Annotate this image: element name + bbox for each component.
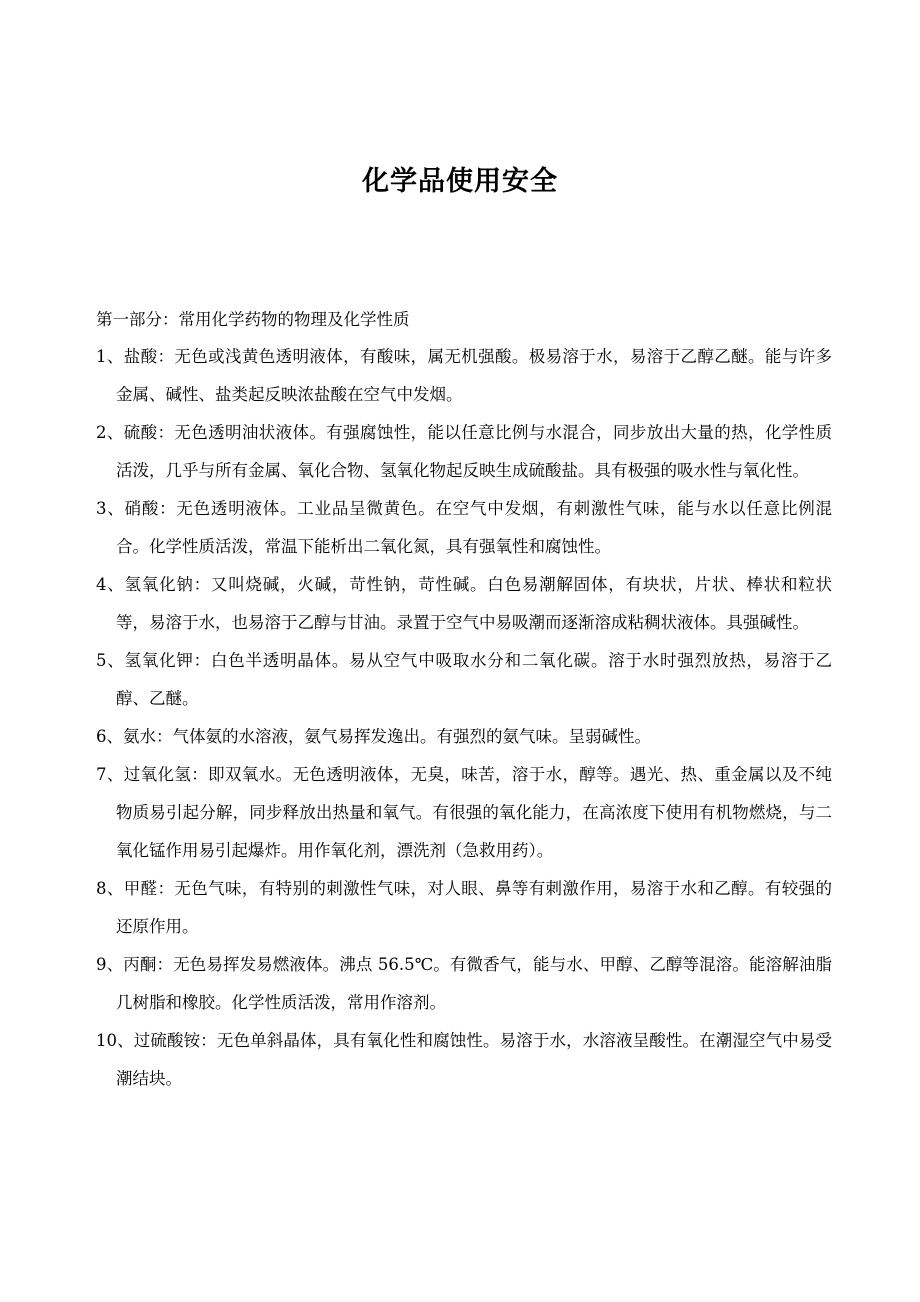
item-number: 2、 bbox=[96, 423, 124, 442]
item-number: 9、 bbox=[96, 955, 124, 974]
item-name: 盐酸： bbox=[123, 347, 175, 366]
item-number: 8、 bbox=[96, 879, 124, 898]
item-number: 1、 bbox=[96, 347, 124, 366]
item-name: 氢氧化钾： bbox=[124, 651, 211, 670]
list-item-sulfuric-acid bbox=[96, 414, 832, 490]
item-number: 7、 bbox=[96, 765, 124, 784]
item-name: 丙酮： bbox=[123, 955, 174, 974]
item-number: 5、 bbox=[96, 651, 125, 670]
item-number: 3、 bbox=[96, 499, 125, 518]
item-name: 氨水： bbox=[123, 727, 173, 746]
item-description: 无色单斜晶体，具有氧化性和腐蚀性。易溶于水，水溶液呈酸性。在潮湿空气中易受潮结块。 bbox=[116, 1031, 833, 1088]
list-item-acetone bbox=[96, 946, 832, 1022]
item-number: 10、 bbox=[96, 1031, 134, 1050]
list-item-nitric-acid bbox=[96, 490, 832, 566]
list-item-sodium-hydroxide bbox=[96, 566, 832, 642]
item-name: 氢氧化钠： bbox=[124, 575, 211, 594]
item-name: 过氧化氢： bbox=[123, 765, 209, 784]
item-description: 即双氧水。无色透明液体，无臭，味苦，溶于水，醇等。遇光、热、重金属以及不纯物质易引起分解，同步释放出热量和氧气。有很强的氧化能力，在高浓度下使用有机物燃烧，与二氧化锰作用易引起爆炸。用作氧化剂，漂洗剂（急救用药）。 bbox=[116, 765, 833, 860]
item-description: 无色透明液体。工业品呈微黄色。在空气中发烟，有刺激性气味，能与水以任意比例混合。化学性质活泼，常温下能析出二氧化氮，具有强氧性和腐蚀性。 bbox=[116, 499, 833, 556]
item-description: 又叫烧碱，火碱，苛性钠，苛性碱。白色易潮解固体，有块状，片状、棒状和粒状等，易溶于水，也易溶于乙醇与甘油。录置于空气中易吸潮而逐渐溶成粘稠状液体。具强碱性。 bbox=[116, 575, 833, 632]
list-item-ammonia-water bbox=[96, 718, 832, 756]
item-name: 硫酸： bbox=[123, 423, 175, 442]
item-description: 气体氨的水溶液，氨气易挥发逸出。有强烈的氨气味。呈弱碱性。 bbox=[172, 727, 651, 746]
list-item-formaldehyde bbox=[96, 870, 832, 946]
list-item-ammonium-persulfate bbox=[96, 1022, 832, 1098]
item-description: 无色透明油状液体。有强腐蚀性，能以任意比例与水混合，同步放出大量的热，化学性质活泼，几乎与所有金属、氧化合物、氢氧化物起反映生成硫酸盐。具有极强的吸水性与氧化性。 bbox=[116, 423, 833, 480]
item-name: 硝酸： bbox=[124, 499, 177, 518]
item-name: 甲醛： bbox=[123, 879, 175, 898]
item-number: 4、 bbox=[96, 575, 125, 594]
item-name: 过硫酸铵： bbox=[133, 1031, 217, 1050]
item-description: 白色半透明晶体。易从空气中吸取水分和二氧化碳。溶于水时强烈放热，易溶于乙醇、乙醚。 bbox=[116, 651, 833, 708]
list-item-hydrochloric-acid bbox=[96, 338, 832, 414]
section-heading: 第一部分：常用化学药物的物理及化学性质 bbox=[96, 310, 410, 329]
item-number: 6、 bbox=[96, 727, 123, 746]
document-body bbox=[96, 302, 832, 1098]
item-description: 无色易挥发易燃液体。沸点 56.5℃。有微香气，能与水、甲醇、乙醇等混溶。能溶解油脂几树脂和橡胶。化学性质活泼，常用作溶剂。 bbox=[116, 955, 832, 1012]
page-title: 化学品使用安全 bbox=[362, 166, 558, 197]
item-description: 无色气味，有特别的刺激性气味，对人眼、鼻等有刺激作用，易溶于水和乙醇。有较强的还原作用。 bbox=[116, 879, 833, 936]
list-item-potassium-hydroxide bbox=[96, 642, 832, 718]
list-item-hydrogen-peroxide bbox=[96, 756, 832, 870]
item-description: 无色或浅黄色透明液体，有酸味，属无机强酸。极易溶于水，易溶于乙醇乙醚。能与许多金属、碱性、盐类起反映浓盐酸在空气中发烟。 bbox=[116, 347, 833, 404]
